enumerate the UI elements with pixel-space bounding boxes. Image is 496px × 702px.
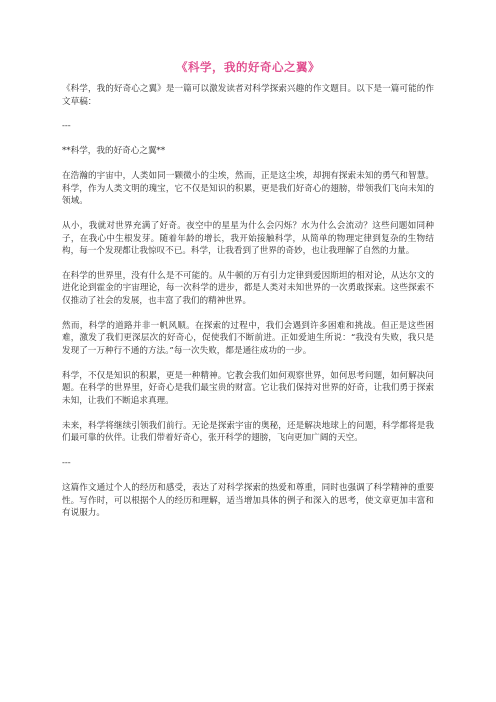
essay-paragraph-5: 科学，不仅是知识的积累，更是一种精神。它教会我们如何观察世界，如何思考问题，如何解决问题。在科学的世界里，好奇心是我们最宝贵的财富。它让我们保持对世界的好奇，让我们勇于探索未知，让我们不断追求真理。	[62, 370, 434, 406]
separator-top: ---	[62, 121, 71, 132]
separator-bottom: ---	[62, 458, 71, 469]
essay-paragraph-6: 未来，科学将继续引领我们前行。无论是探索宇宙的奥秘，还是解决地球上的问题，科学都将是我们最可靠的伙伴。让我们带着好奇心，张开科学的翅膀，飞向更加广阔的天空。	[62, 420, 434, 444]
essay-paragraph-3: 在科学的世界里，没有什么是不可能的。从牛顿的万有引力定律到爱因斯坦的相对论，从达尔文的进化论到霍金的宇宙理论，每一次科学的进步，都是人类对未知世界的一次勇敢探索。这些探索不仅推动了社会的发展，也丰富了我们的精神世界。	[62, 270, 434, 307]
essay-paragraph-1: 在浩瀚的宇宙中，人类如同一颗微小的尘埃，然而，正是这尘埃，却拥有探索未知的勇气和智慧。科学，作为人类文明的瑰宝，它不仅是知识的积累，更是我们好奇心的翅膀，带领我们飞向未知的领域。	[62, 170, 434, 207]
closing-paragraph: 这篇作文通过个人的经历和感受，表达了对科学探索的热爱和尊重，同时也强调了科学精神的重要性。写作时，可以根据个人的经历和理解，适当增加具体的例子和深入的思考，使文章更加丰富和有说服力。	[62, 482, 434, 519]
intro-paragraph: 《科学，我的好奇心之翼》是一篇可以激发读者对科学探索兴趣的作文题目。以下是一篇可能的作文草稿：	[62, 84, 434, 107]
essay-heading: **科学，我的好奇心之翼**	[62, 146, 166, 157]
document-page	[62, 60, 434, 532]
document-title: 《科学，我的好奇心之翼》	[176, 60, 320, 74]
essay-paragraph-4: 然而，科学的道路并非一帆风顺。在探索的过程中，我们会遇到许多困难和挑战。但正是这些困难，激发了我们更深层次的好奇心，促使我们不断前进。正如爱迪生所说：“我没有失败，我只是发现了一万种行不通的方法。”每一次失败，都是通往成功的一步。	[62, 320, 434, 357]
essay-paragraph-2: 从小，我就对世界充满了好奇。夜空中的星星为什么会闪烁？水为什么会流动？这些问题如同种子，在我心中生根发芽。随着年龄的增长，我开始接触科学，从简单的物理定律到复杂的生物结构，每一个发现都让我惊叹不已。科学，让我看到了世界的奇妙，也让我理解了自然的力量。	[62, 220, 434, 257]
